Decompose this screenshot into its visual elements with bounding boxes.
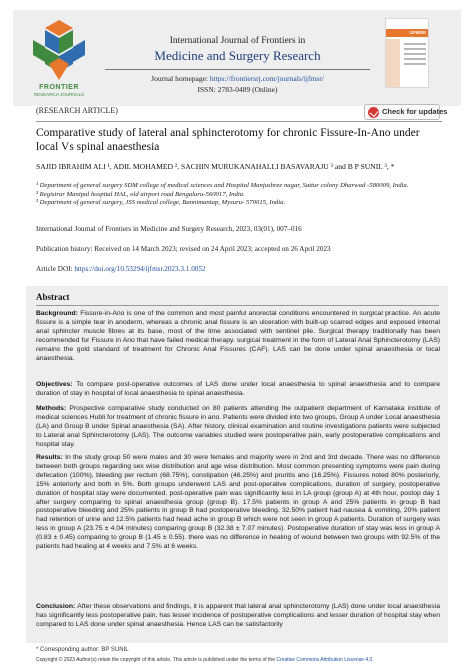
abstract-results <box>36 454 440 552</box>
background-text: Fissure-in-Ano is one of the common and most painful anorectal conditions encountered in surgical practice. An acute fissure is a simple tear in anoderm, whereas a chronic anal fissure is an ulceration with built-up scarred edges and exposed internal anal sphincter muscle fibres at its base, most of the time associated with sentinel pile. Surgical therapy traditionally has been recommended for Fissure in Ano that have failed medical therapy. surgical treatment in the form of Lateral Anal Sphincterotomy (LAS) remains the gold standard of treatment for Chronic Anal Fissures (CAF). LAS can be done under spinal anaesthesia or local anaesthesia. <box>36 310 440 362</box>
background-label: Background: <box>36 310 81 317</box>
journal-issn: ISSN: 2783-0489 (Online) <box>197 85 278 94</box>
article-title: Comparative study of lateral anal sphincterotomy for chronic Fissure-In-Ano under local Vs spinal anaesthesia <box>36 127 420 153</box>
journal-name-line2: Medicine and Surgery Research <box>154 48 321 63</box>
doi-link[interactable]: https://doi.org/10.53294/ijfmsr.2023.3.1.0052 <box>74 265 206 273</box>
cover-banner <box>386 29 428 37</box>
cover-text-lines <box>404 43 426 68</box>
abstract-divider <box>36 305 439 306</box>
methods-text: Prospective comparative study conducted on 80 patients attending the outpatient department of Karnataka institute of medical sciences Hubli for treatment of chronic fissure in ano. Patients were divided into two groups, Group A under Local anaesthesia (LA) and Group B under Spinal anaesthesia (SA). After history, clinical examination and routine investigations patients were subjected to Lateral anal Sphincterotomy (LAS). The outcome variables studied were postoperative pain, early postoperative complications and hospital stay. <box>36 405 440 448</box>
logo-tagline: RESEARCH JOURNALS <box>33 92 85 97</box>
affiliation-item: ³ Department of general surgery, JSS medical college, Bannimantap, Mysuru- 570015, India. <box>36 199 286 207</box>
affiliation-item: ¹ Department of general surgery SDM college of medical sciences and Hospital Manjushree nagar, Sattur colony Dharwad -580009, India. <box>36 182 409 189</box>
copyright-notice <box>36 657 446 663</box>
corresponding-author: * Corresponding author: BP SUNIL <box>36 647 129 653</box>
affiliation-item: ² Registrar Manipal hospital HAL, old airport road Bengaluru-560017, India. <box>36 190 245 198</box>
copyright-text: Copyright © 2023 Author(s) retain the copyright of this article. This article is published under the terms of the <box>36 657 277 663</box>
citation-line: International Journal of Frontiers in Medicine and Surgery Research, 2023, 03(01), 007–016 <box>36 225 302 233</box>
objectives-label: Objectives: <box>36 381 77 388</box>
journal-header <box>13 10 461 106</box>
abstract-section <box>26 286 448 643</box>
methods-label: Methods: <box>36 405 70 412</box>
article-type: (RESEARCH ARTICLE) <box>36 106 118 115</box>
frontier-logo <box>19 18 99 102</box>
abstract-background <box>36 310 440 363</box>
journal-info <box>105 36 370 94</box>
conclusion-label: Conclusion: <box>36 603 78 610</box>
objectives-text: To compare post-operative outcomes of LAS done under local anaesthesia to spinal anaesthesia and to compare duration of stay in hospital of local anaesthesia to spinal anaesthesia. <box>36 381 441 397</box>
doi-label: Article DOI: <box>36 265 75 273</box>
journal-divider <box>105 69 370 70</box>
journal-homepage <box>105 74 370 83</box>
doi-line <box>36 265 206 273</box>
homepage-link[interactable]: https://frontiersrj.com/journals/ijfmsr/ <box>209 74 324 83</box>
results-label: Results: <box>36 454 66 461</box>
abstract-methods <box>36 405 440 450</box>
article-authors: SAJID IBRAHIM ALI ¹, ADIL MOHAMED ², SACHIN MURUKANAHALLI BASAVARAJU ³ and B P SUNIL ³, * <box>36 162 395 171</box>
license-link[interactable]: Creative Commons Attribution Liscense 4.0. <box>276 657 374 663</box>
publication-history: Publication history: Received on 14 March 2023; revised on 24 April 2023; accepted on 26 April 2023 <box>36 245 331 253</box>
conclusion-text: After these observations and findings, it is apparent that lateral anal sphincterotomy (LAS) done under local anaesthesia has significantly less postoperative pain, has lesser incidence of postoperative complications and lesser duration of hospital stay when compared to LAS done under spinal anaesthesia. Hence LAS can be satisfactorily <box>36 603 440 628</box>
abstract-heading: Abstract <box>36 292 70 302</box>
journal-name-line1: International Journal of Frontiers in <box>169 36 306 46</box>
results-text: In the study group 50 were males and 30 were females and majority were in 2nd and 3rd decade. There was no difference between both groups regarding sex wise distribution and age wise distribution. Most common presenting symptoms were pain during defecation (100%), bleeding per rectum (68.75%), constipation (46.25%) and pruritis ano (16.25%). Fissures noted 80% posteriorly, 15% anteriorly and both in 5%. Both groups underwent LAS and post-operative complications, duration of surgery, postoperative duration of hospital stay were documented. post-operative pain was significantly less in LA group (group A) at 4th hour, postop day 1 after surgery comparing to spinal anaesthesia group (group B). 17.5% patients in group A and 25% patients in group B had postoperative bleeding and 25% patients in group B had postoperative bleeding. 32.50% patient had nausea & vomiting, 20% patient had retention of urine and 12.5% patients had head ache in group B which were not seen in group A patients. Duration of surgery was less in group A (23.75 ± 4.04 minutes) comparing group B (32.38 ± 7.07 minutes). Postoperative duration of stay was less in group A (0.83 ± 0.45) comparing to group B (1.45 ± 0.55). there was no difference in healing of wound between two groups with 92.5% of the patients had healing at 4 weeks and 7.5% at 6 weeks. <box>36 454 440 551</box>
homepage-label: Journal homepage: <box>151 74 210 83</box>
journal-cover-thumbnail <box>385 18 429 88</box>
logo-name: FRONTIER <box>39 84 79 91</box>
author-affiliations <box>36 182 442 208</box>
check-updates-label: Check for updates <box>382 107 448 116</box>
meta-divider <box>36 121 442 122</box>
check-for-updates-button[interactable] <box>364 104 448 120</box>
cover-label: IJFMSR <box>409 30 426 35</box>
cover-strip <box>386 39 400 87</box>
check-updates-icon <box>368 107 379 118</box>
frontier-logo-icon <box>29 18 89 82</box>
abstract-objectives <box>36 381 440 399</box>
abstract-conclusion <box>36 603 440 630</box>
